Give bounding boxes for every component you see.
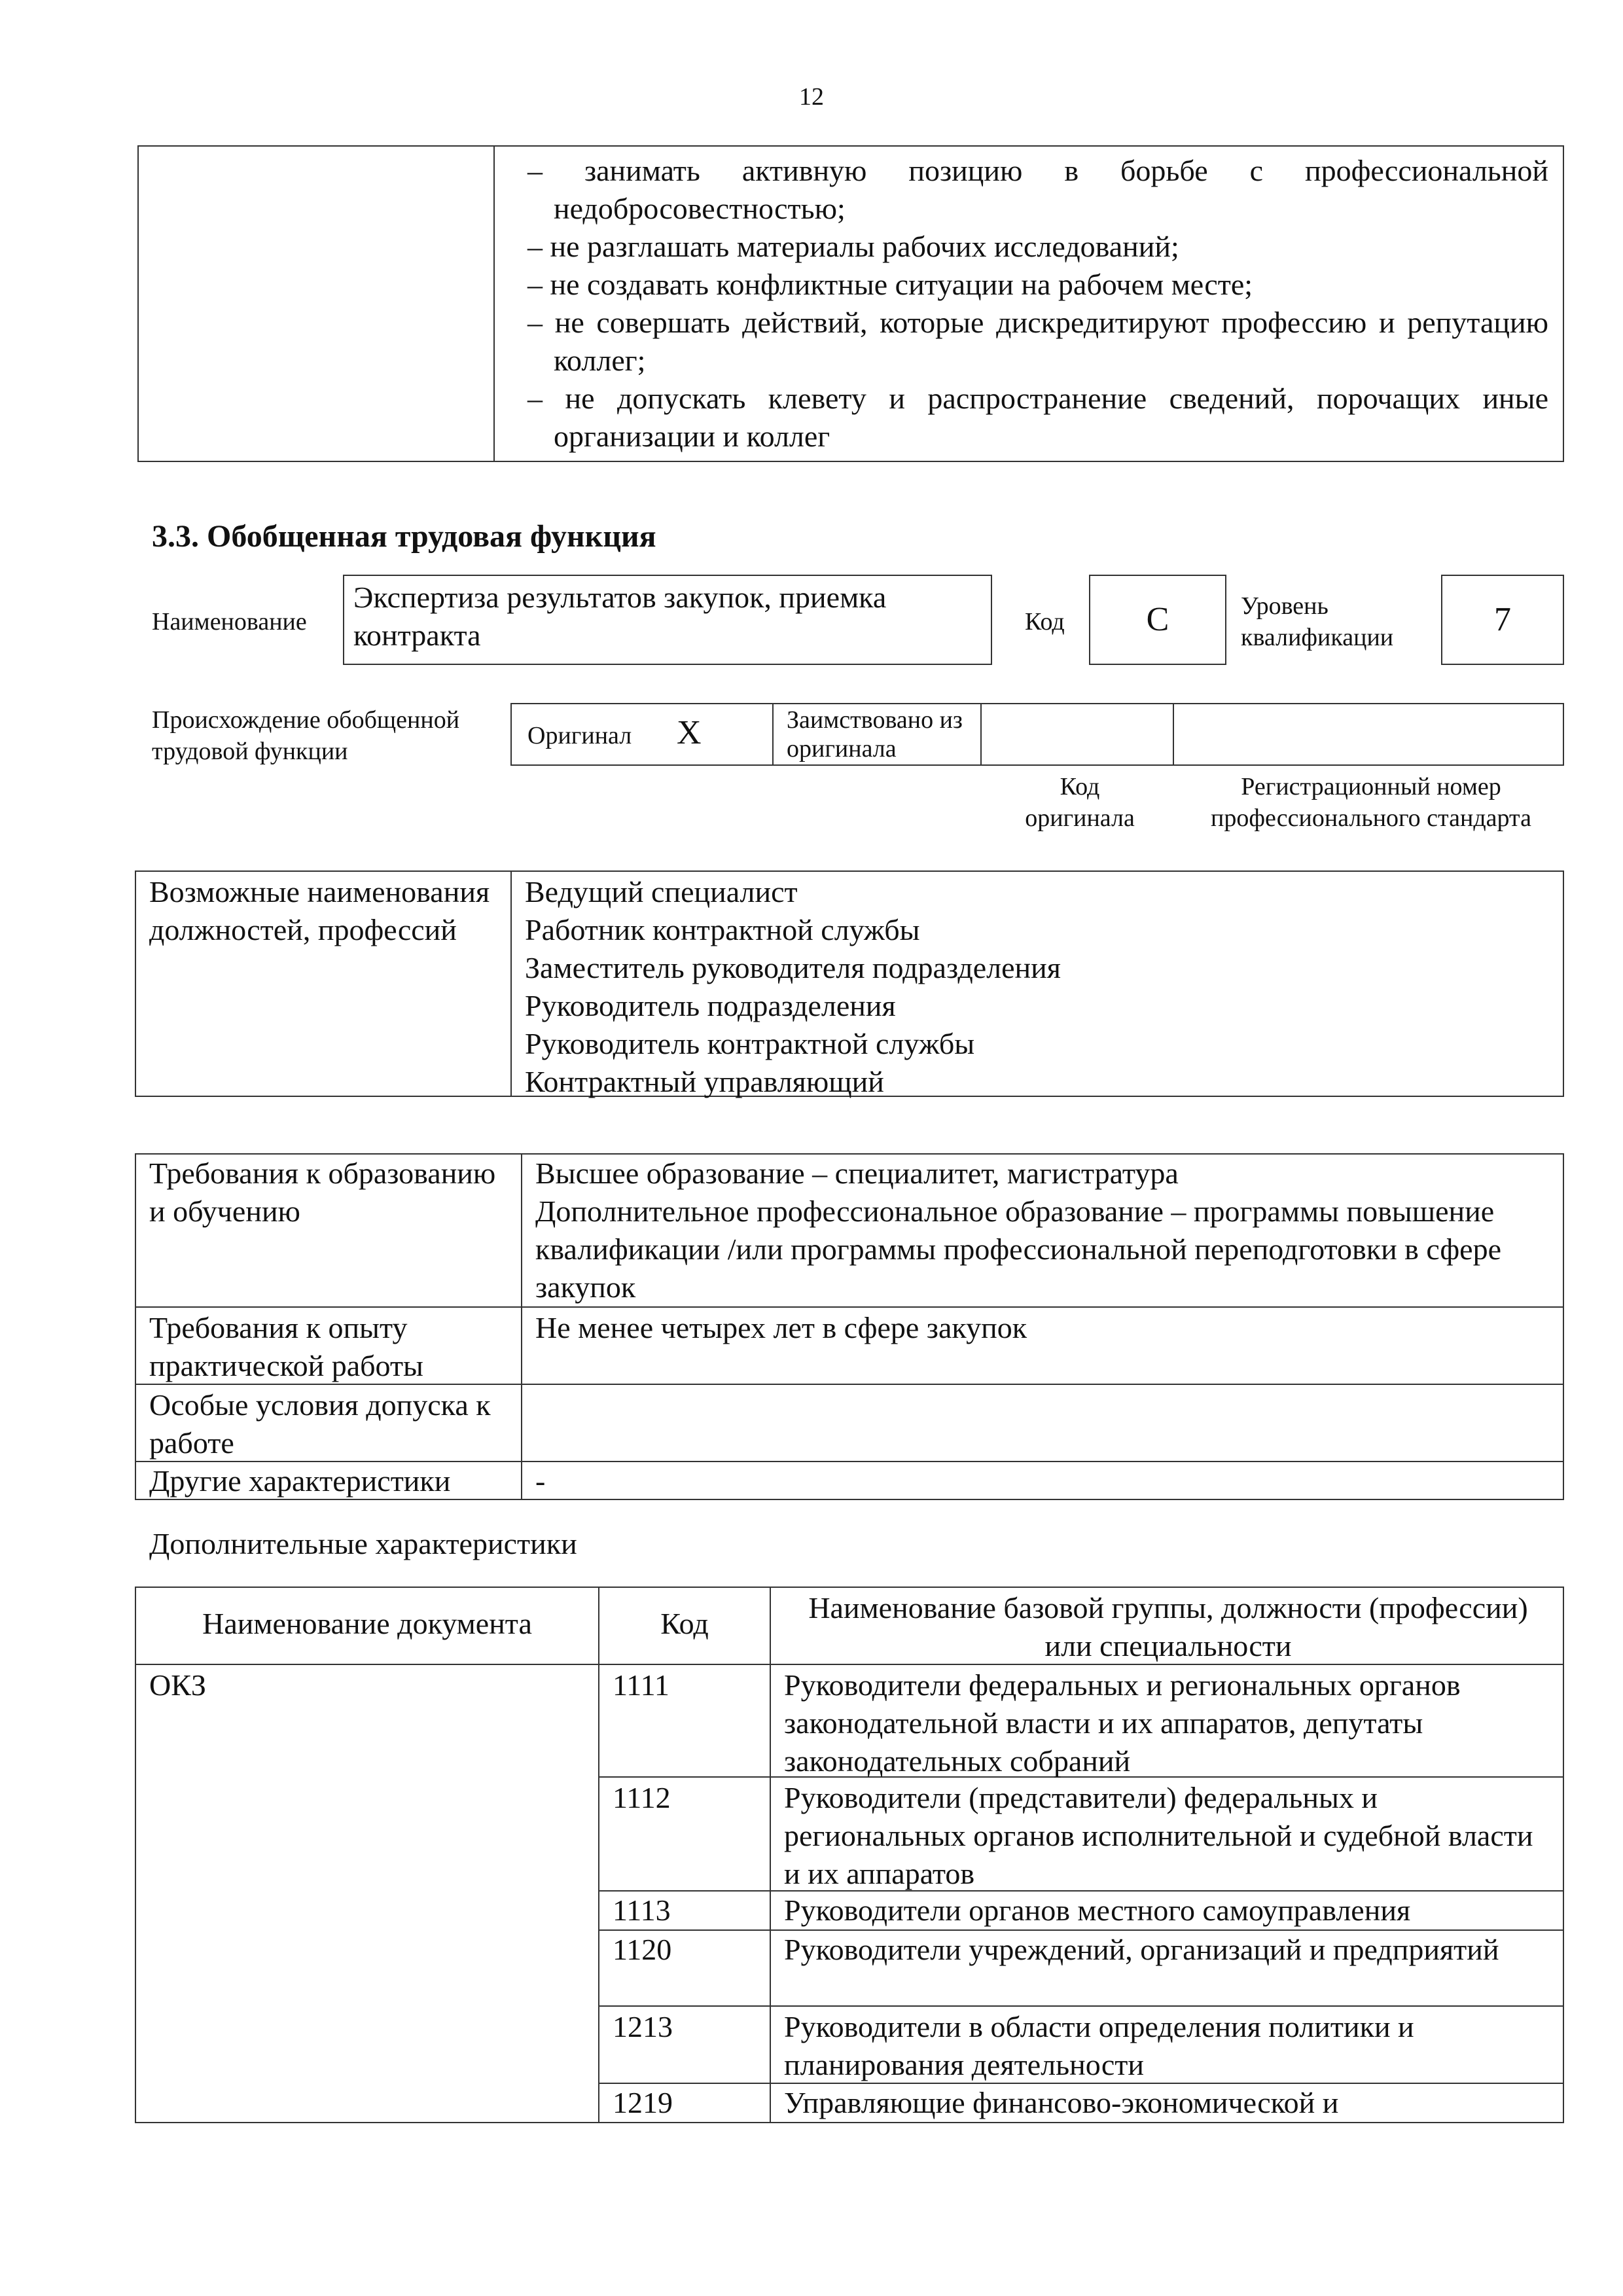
origin-divider <box>980 703 982 766</box>
education-value-line: Высшее образование – специалитет, магистратура <box>535 1157 1179 1190</box>
list-item: Контрактный управляющий <box>525 1065 884 1098</box>
table-row-code: 1111 <box>613 1668 669 1702</box>
top-list <box>527 152 1548 456</box>
reg-number-caption: Регистрационный номер профессионального стандарта <box>1211 773 1531 832</box>
education-label: Требования к образованию и обучению <box>149 1157 496 1228</box>
list-item: – не создавать конфликтные ситуации на рабочем месте; <box>527 268 1253 301</box>
list-item: Ведущий специалист <box>525 875 798 908</box>
page-number: 12 <box>799 83 824 111</box>
list-item: – не допускать клевету и распространение сведений, порочащих иные организации и коллег <box>527 382 1548 453</box>
name-label: Наименование <box>152 608 307 636</box>
education-value-line: Дополнительное профессиональное образование – программы повышение квалификации /или программы профессиональной переподготовки в сфере закупок <box>535 1194 1502 1304</box>
additional-divider <box>770 1587 771 2123</box>
origin-label: Происхождение обобщенной трудовой функции <box>152 706 460 765</box>
level-value: 7 <box>1441 575 1564 665</box>
header-document: Наименование документа <box>202 1607 532 1640</box>
list-item: Руководитель подразделения <box>525 989 896 1022</box>
table-row-code: 1213 <box>613 2010 673 2043</box>
name-value-box <box>343 575 992 665</box>
list-item: Заместитель руководителя подразделения <box>525 951 1061 984</box>
additional-row-line <box>598 2005 1564 2007</box>
table-row-name: Управляющие финансово-экономической и <box>784 2086 1339 2119</box>
origin-table <box>510 703 1564 766</box>
table-row-code: 1113 <box>613 1893 671 1927</box>
origin-divider <box>772 703 774 766</box>
requirements-row-line <box>135 1306 1564 1308</box>
education-value <box>535 1155 1543 1306</box>
positions-divider <box>510 870 512 1097</box>
name-value: Экспертиза результатов закупок, приемка контракта <box>353 581 887 652</box>
positions-label: Возможные наименования должностей, профессий <box>149 875 490 946</box>
origin-divider <box>1173 703 1174 766</box>
code-original-caption: Код оригинала <box>1025 773 1135 832</box>
table-row-name: Руководители федеральных и региональных органов законодательной власти и их аппаратов, депутаты законодательных собраний <box>784 1668 1461 1778</box>
other-characteristics-value: - <box>535 1464 546 1498</box>
experience-value: Не менее четырех лет в сфере закупок <box>535 1311 1027 1344</box>
positions-list <box>525 873 1546 1101</box>
table-row-name: Руководители учреждений, организаций и предприятий <box>784 1933 1499 1966</box>
original-mark: X <box>677 714 702 751</box>
list-item: – не разглашать материалы рабочих исследований; <box>527 230 1179 263</box>
other-characteristics-label: Другие характеристики <box>149 1464 451 1498</box>
level-label: Уровень квалификации <box>1241 592 1394 651</box>
table-row-name: Руководители в области определения политики и планирования деятельности <box>784 2010 1414 2081</box>
requirements-divider <box>521 1153 522 1500</box>
header-code: Код <box>660 1607 709 1640</box>
table-row-code: 1112 <box>613 1781 671 1814</box>
top-table-divider <box>493 145 495 462</box>
list-item: – занимать активную позицию в борьбе с профессиональной недобросовестностью; <box>527 154 1548 225</box>
table-row-code: 1120 <box>613 1933 672 1966</box>
special-conditions-label: Особые условия допуска к работе <box>149 1388 491 1460</box>
original-label: Оригинал <box>527 722 632 749</box>
table-row-name: Руководители органов местного самоуправления <box>784 1893 1411 1927</box>
list-item: – не совершать действий, которые дискредитируют профессию и репутацию коллег; <box>527 306 1548 377</box>
code-value: C <box>1089 575 1226 665</box>
experience-label: Требования к опыту практической работы <box>149 1311 423 1382</box>
code-label: Код <box>1025 608 1065 636</box>
document-name: ОКЗ <box>149 1668 206 1702</box>
section-title: 3.3. Обобщенная трудовая функция <box>152 519 656 554</box>
borrowed-label: Заимствовано из оригинала <box>787 706 963 762</box>
table-row-name: Руководители (представители) федеральных и региональных органов исполнительной и судебной власти и их аппаратов <box>784 1781 1533 1890</box>
additional-divider <box>598 1587 599 2123</box>
list-item: Работник контрактной службы <box>525 913 920 946</box>
header-name: Наименование базовой группы, должности (профессии) или специальности <box>808 1591 1528 1662</box>
table-row-code: 1219 <box>613 2086 673 2119</box>
list-item: Руководитель контрактной службы <box>525 1027 975 1060</box>
additional-title: Дополнительные характеристики <box>149 1527 577 1560</box>
